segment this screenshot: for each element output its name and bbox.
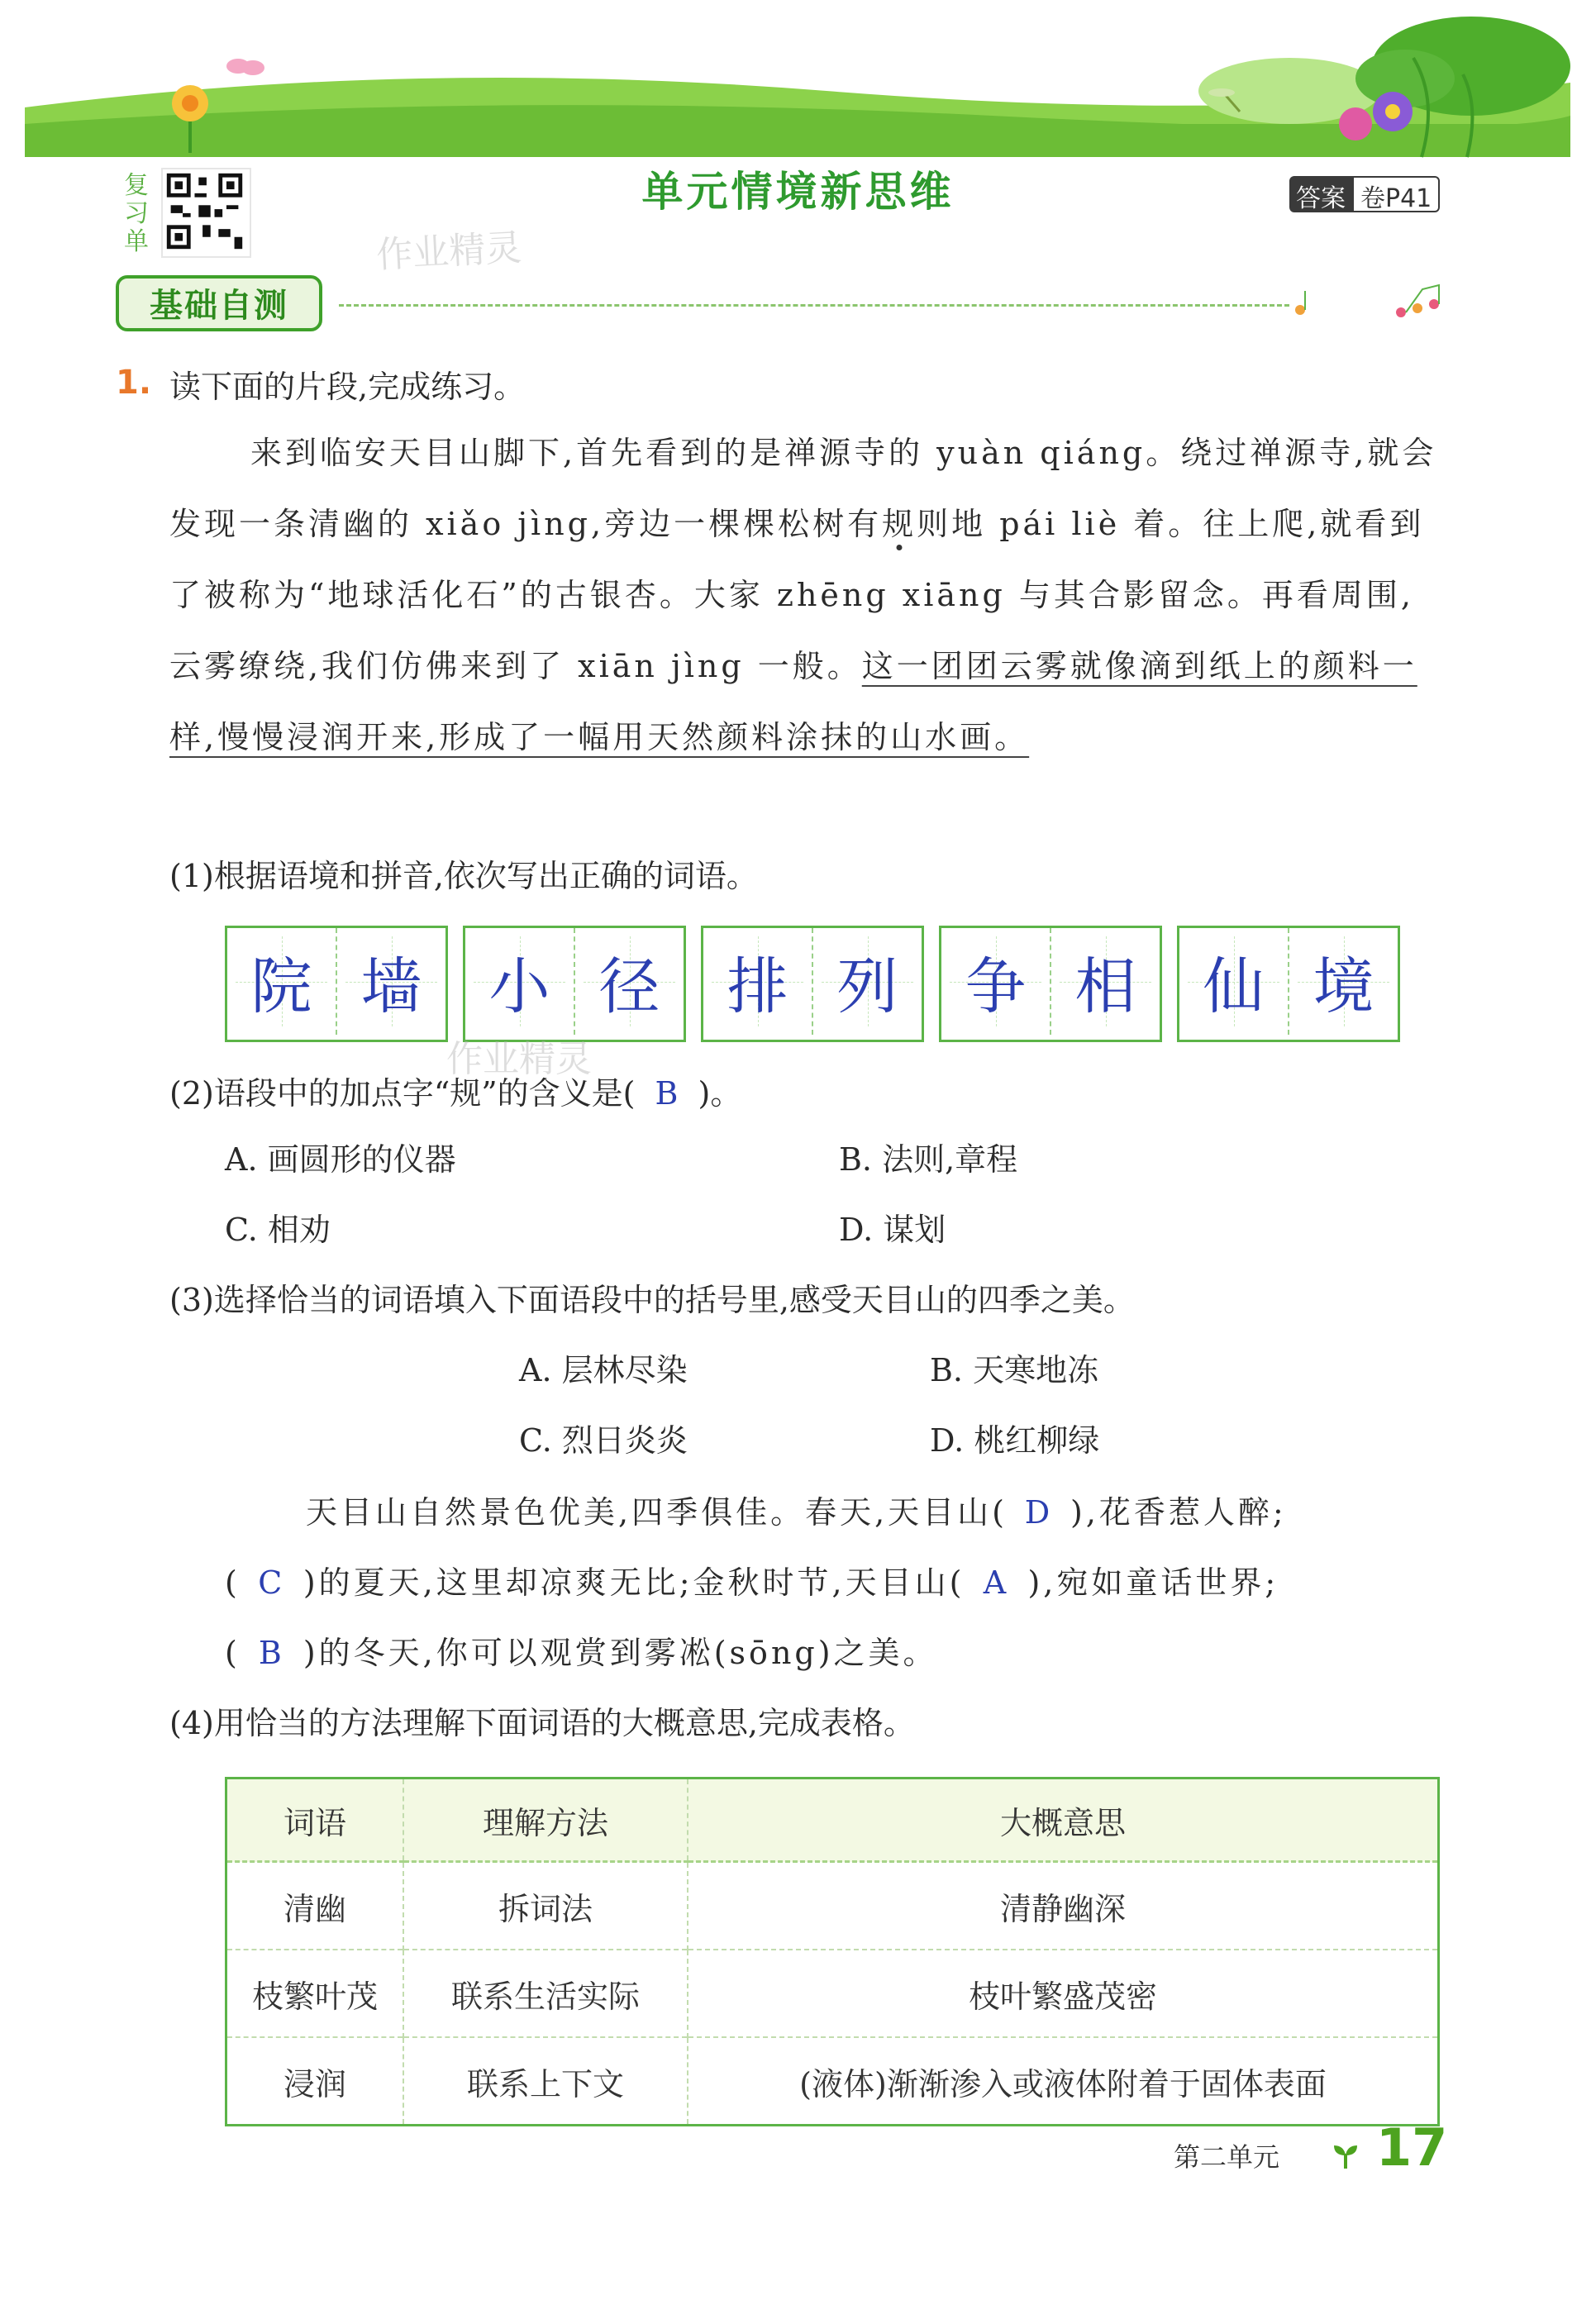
fill-text: ( [225, 1635, 241, 1671]
table-cell-meaning: 枝叶繁盛茂密 [688, 1950, 1439, 2037]
character-cell [575, 928, 684, 1035]
option-a: A. 层林尽染 [519, 1352, 688, 1388]
footer-unit: 第二单元 [1174, 2141, 1280, 2173]
sprout-icon [1331, 2140, 1360, 2170]
table-header: 理解方法 [403, 1779, 688, 1862]
page-title: 单元情境新思维 [641, 168, 955, 216]
word-box [701, 926, 924, 1042]
music-note-icon [1285, 281, 1451, 322]
reading-passage [169, 417, 1442, 773]
table-header: 大概意思 [688, 1779, 1439, 1862]
answer-character: 列 [836, 950, 898, 1022]
fill-text: 天目山自然景色优美,四季俱佳。春天,天目山( [306, 1494, 1008, 1531]
character-cell [227, 928, 337, 1035]
table-row [226, 2037, 1439, 2126]
character-cell [337, 928, 445, 1035]
sub-question-4: (4)用恰当的方法理解下面词语的大概意思,完成表格。 [169, 1705, 915, 1741]
character-cell [703, 928, 813, 1035]
word-box [939, 926, 1162, 1042]
header-banner [0, 0, 1596, 165]
word-box [225, 926, 448, 1042]
passage-text: 来到临安天目山脚下,首先看到的是禅源寺的 yuàn qiáng。绕过禅源寺,就会发现一条清幽的 xiǎo jìng,旁边一棵棵松树有 [169, 435, 1437, 542]
sub-question-1: (1)根据语境和拼音,依次写出正确的词语。 [169, 858, 758, 894]
character-cell [1051, 928, 1160, 1035]
answer-mark: B [655, 1075, 679, 1112]
table-header: 词语 [226, 1779, 404, 1862]
sub-question-2 [169, 1058, 741, 1129]
answer-character: 院 [250, 950, 312, 1022]
option-b: B. 天寒地冻 [930, 1352, 1099, 1388]
section-heading: 基础自测 [116, 275, 322, 331]
option-c: C. 相劝 [225, 1212, 331, 1248]
option-b: B. 法则,章程 [839, 1141, 1018, 1178]
answer-mark: D [1024, 1494, 1054, 1531]
table-row [226, 1862, 1439, 1950]
fill-text: ),花香惹人醉; [1070, 1494, 1287, 1531]
fill-text: )的夏天,这里却凉爽无比;金秋时节,天目山( [303, 1564, 965, 1601]
table-cell-method: 拆词法 [403, 1862, 688, 1950]
question-number: 1. [116, 364, 152, 402]
passage-text: 则地 pái liè 着。往上爬,就看到了被称为“地球活化石”的古银杏。大家 zhēng xiāng 与其合影留念。再看周围,云雾缭绕,我们仿佛来到了 xiān jìng 一般。 [169, 506, 1425, 684]
option-a: A. 画圆形的仪器 [225, 1141, 456, 1178]
answer-character: 墙 [360, 950, 422, 1022]
table-cell-meaning: 清静幽深 [688, 1862, 1439, 1950]
table-cell-word: 清幽 [226, 1862, 404, 1950]
word-box [463, 926, 686, 1042]
sub-question-3: (3)选择恰当的词语填入下面语段中的括号里,感受天目山的四季之美。 [169, 1282, 1135, 1318]
answer-character: 仙 [1203, 950, 1265, 1022]
answer-character: 排 [727, 950, 788, 1022]
answer-character: 小 [488, 950, 550, 1022]
dotted-character: 规 [882, 506, 917, 542]
answer-character: 径 [598, 950, 660, 1022]
option-d: D. 谋划 [839, 1212, 946, 1248]
table-cell-meaning: (液体)渐渐渗入或液体附着于固体表面 [688, 2037, 1439, 2126]
table-cell-method: 联系生活实际 [403, 1950, 688, 2037]
table-cell-method: 联系上下文 [403, 2037, 688, 2126]
underlined-sentence: 这一团团云雾就像滴到纸上的颜料一样,慢慢浸润开来,形成了一幅用天然颜料涂抹的山水画。 [169, 648, 1417, 755]
answer-label: 答案 [1289, 176, 1352, 212]
answer-character: 相 [1074, 950, 1136, 1022]
watermark: 作业精灵 [375, 226, 523, 277]
table-cell-word: 浸润 [226, 2037, 404, 2126]
character-cell [465, 928, 575, 1035]
sub-question-2-prompt: (2)语段中的加点字“规”的含义是( [169, 1075, 636, 1112]
page-number: 17 [1376, 2117, 1448, 2178]
answer-mark: B [258, 1635, 285, 1671]
word-box [1177, 926, 1400, 1042]
option-c: C. 烈日炎炎 [519, 1422, 688, 1459]
answer-page: 卷P41 [1352, 176, 1440, 212]
fill-in-line-3 [225, 1617, 1448, 1688]
character-cell [1179, 928, 1289, 1035]
question-instruction: 读下面的片段,完成练习。 [169, 369, 526, 405]
character-cell [813, 928, 922, 1035]
fill-in-line-2 [225, 1547, 1448, 1618]
character-cell [941, 928, 1051, 1035]
answer-character: 争 [965, 950, 1027, 1022]
answer-reference [1289, 176, 1440, 212]
fill-text: ),宛如童话世界; [1027, 1564, 1279, 1601]
table-cell-word: 枝繁叶茂 [226, 1950, 404, 2037]
character-cell [1289, 928, 1398, 1035]
fill-text: )的冬天,你可以观赏到雾凇(sōng)之美。 [303, 1635, 938, 1671]
answer-mark: C [258, 1564, 286, 1601]
table-row [226, 1950, 1439, 2037]
watermark: 作业精灵 [446, 1038, 592, 1080]
option-d: D. 桃红柳绿 [930, 1422, 1100, 1459]
answer-character: 境 [1313, 950, 1374, 1022]
review-label: 复习单 [124, 171, 149, 256]
section-divider [339, 304, 1289, 307]
sub-question-2-end: )。 [698, 1075, 742, 1112]
fill-in-line-1 [169, 1477, 1442, 1548]
fill-text: ( [225, 1564, 241, 1601]
vocabulary-table [225, 1777, 1440, 2126]
answer-mark: A [983, 1564, 1010, 1601]
table-header-row [226, 1779, 1439, 1862]
